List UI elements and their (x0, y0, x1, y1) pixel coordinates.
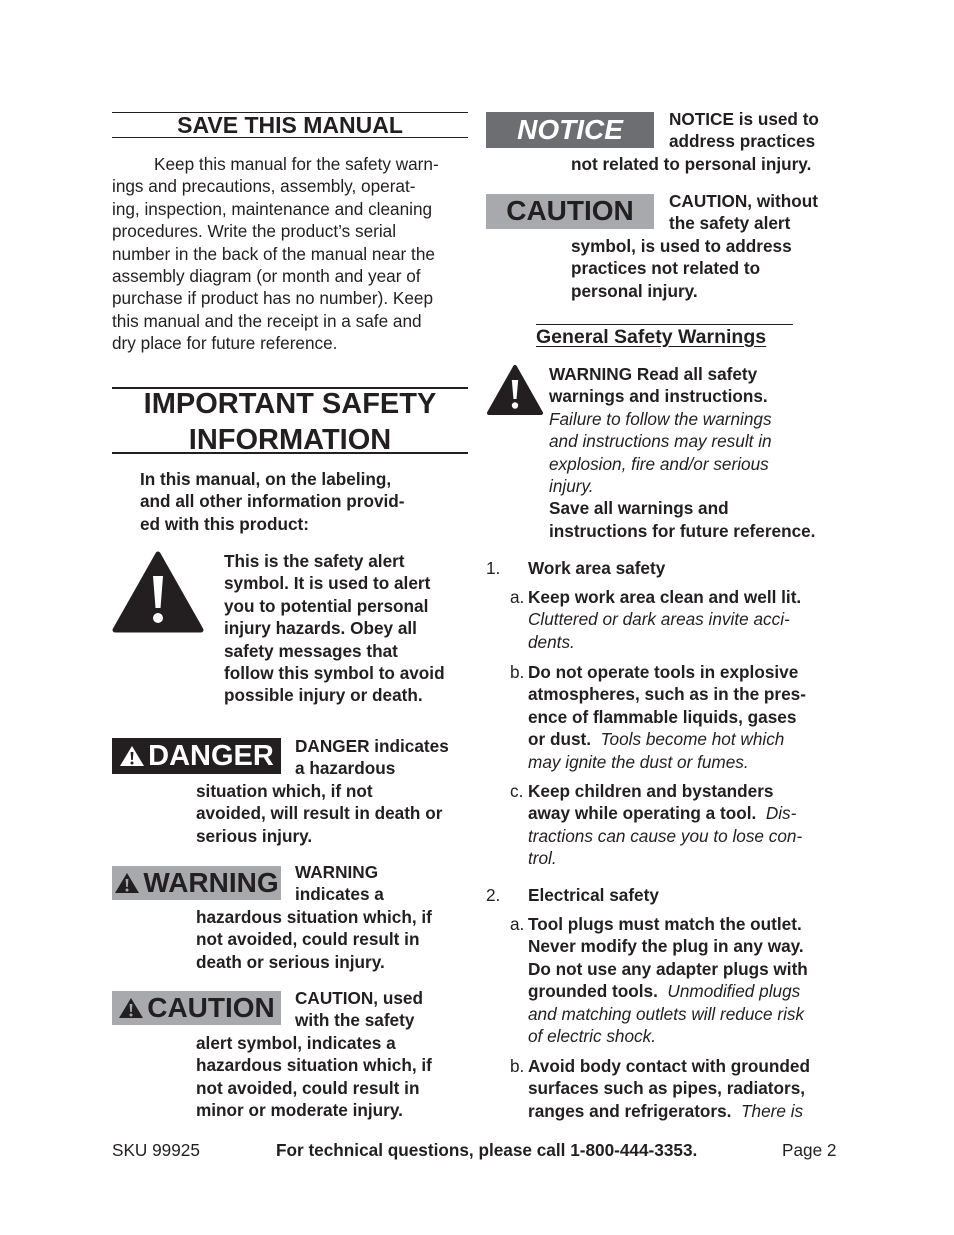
caution-plain-line: the safety alert (669, 213, 791, 234)
item-line (528, 802, 848, 824)
safety-title (112, 386, 468, 458)
general-warning-line: Failure to follow the warnings (549, 408, 772, 429)
item-line: of electric shock. (528, 1026, 656, 1047)
footer-page-number: Page 2 (782, 1140, 837, 1160)
item-bold: ranges and refrigerators. (528, 1100, 732, 1121)
caution-line: not avoided, could result in (196, 1077, 420, 1098)
list-letter: a. (510, 587, 525, 607)
body-line: number in the back of the manual near the (112, 243, 435, 264)
caution-alert-badge-label: CAUTION (147, 991, 275, 1023)
safety-title-line: IMPORTANT SAFETY (143, 388, 437, 420)
body-line: assembly diagram (or month and year of (112, 266, 421, 287)
list-number: 2. (486, 885, 501, 905)
warning-triangle-icon (118, 996, 144, 1020)
intro-line: In this manual, on the labeling, (140, 469, 392, 489)
item-line: ence of flammable liquids, gases (528, 706, 797, 727)
list-heading: Work area safety (528, 558, 666, 578)
alert-line: you to potential personal (224, 595, 429, 616)
list-item (528, 586, 848, 653)
item-line: Cluttered or dark areas invite acci- (528, 609, 790, 630)
caution-line: CAUTION, used (295, 988, 423, 1008)
general-warning-line: instructions for future reference. (549, 520, 816, 541)
intro-line: ed with this product: (140, 513, 309, 534)
item-line: may ignite the dust or fumes. (528, 751, 749, 772)
caution-alert-text-head (295, 987, 423, 1032)
notice-text-head (669, 108, 819, 153)
list-item (528, 1055, 848, 1122)
body-line: this manual and the receipt in a safe and (112, 310, 422, 331)
caution-line: hazardous situation which, if (196, 1055, 432, 1076)
warning-triangle-icon (119, 744, 145, 768)
item-line (528, 980, 848, 1002)
danger-badge-label: DANGER (148, 739, 274, 772)
list-item (528, 661, 848, 773)
notice-badge-label: NOTICE (517, 113, 623, 145)
safety-alert-icon (486, 364, 544, 416)
danger-text-body (196, 780, 442, 847)
warning-badge (112, 866, 281, 900)
body-line: Keep this manual for the safety warn- (154, 154, 439, 174)
body-line: procedures. Write the product’s serial (112, 221, 397, 242)
item-line: Avoid body contact with grounded (528, 1056, 810, 1076)
item-italic: There is (741, 1100, 804, 1121)
general-warning-line: warnings and instructions. (549, 386, 768, 407)
warning-triangle-icon (114, 871, 140, 895)
caution-plain-line: CAUTION, without (669, 191, 818, 211)
list-number: 1. (486, 558, 501, 578)
item-line: Keep children and bystanders (528, 781, 774, 801)
footer-sku: SKU 99925 (112, 1140, 200, 1160)
warning-badge-label: WARNING (143, 866, 279, 898)
safety-alert-icon (112, 550, 204, 634)
item-line: and matching outlets will reduce risk (528, 1003, 805, 1024)
item-line: dents. (528, 631, 575, 652)
intro-line: and all other information provid- (140, 491, 405, 512)
item-line: Tool plugs must match the outlet. (528, 914, 802, 934)
safety-alert-text (224, 550, 445, 707)
warning-text-head (295, 861, 384, 906)
body-line: ings and precautions, assembly, operat- (112, 176, 416, 197)
caution-plain-text-head (669, 190, 818, 235)
danger-line: a hazardous (295, 758, 396, 779)
alert-line: symbol. It is used to alert (224, 573, 431, 594)
caution-line: with the safety (295, 1010, 415, 1031)
caution-plain-line: personal injury. (571, 280, 698, 301)
list-letter: b. (510, 662, 525, 682)
warning-line: not avoided, could result in (196, 929, 420, 950)
danger-line: avoided, will result in death or (196, 803, 443, 824)
item-bold: grounded tools. (528, 981, 658, 1002)
item-line (528, 728, 848, 750)
caution-plain-line: symbol, is used to address (571, 236, 792, 256)
item-italic: Unmodified plugs (667, 981, 801, 1002)
notice-line: address practices (669, 131, 816, 152)
alert-line: possible injury or death. (224, 685, 423, 706)
item-line: Do not use any adapter plugs with (528, 958, 808, 979)
notice-badge (486, 112, 654, 148)
item-line: tractions can cause you to lose con- (528, 825, 803, 846)
body-line: ing, inspection, maintenance and cleaning (112, 198, 433, 219)
list-letter: a. (510, 914, 525, 934)
general-title: General Safety Warnings (536, 326, 767, 348)
warning-line: WARNING (295, 862, 379, 882)
caution-plain-badge (486, 194, 654, 229)
item-line: surfaces such as pipes, radiators, (528, 1078, 806, 1099)
danger-line: situation which, if not (196, 781, 373, 801)
footer-tech-support: For technical questions, please call 1-800-444-3353. (276, 1140, 698, 1160)
bottom-rule (112, 452, 468, 454)
alert-line: safety messages that (224, 640, 398, 661)
list-item (528, 913, 848, 1047)
general-warning-line: Save all warnings and (549, 498, 729, 519)
item-line: atmospheres, such as in the pres- (528, 684, 806, 705)
save-manual-title: SAVE THIS MANUAL (177, 112, 403, 138)
danger-text-head (295, 735, 449, 780)
body-line: dry place for future reference. (112, 333, 338, 354)
item-line: Keep work area clean and well lit. (528, 587, 802, 607)
list-letter: c. (510, 781, 524, 801)
general-warning-line: injury. (549, 476, 594, 497)
body-line: purchase if product has no number). Keep (112, 288, 434, 309)
danger-badge (112, 738, 281, 774)
alert-line: injury hazards. Obey all (224, 618, 417, 639)
caution-alert-text-body (196, 1032, 432, 1122)
safety-title-line: INFORMATION (188, 424, 392, 456)
safety-intro (140, 468, 405, 535)
item-line: Never modify the plug in any way. (528, 936, 804, 957)
warning-line: death or serious injury. (196, 951, 385, 972)
alert-line: This is the safety alert (224, 551, 405, 571)
item-line: trol. (528, 848, 557, 869)
bottom-rule (112, 137, 468, 138)
general-warning-line: explosion, fire and/or serious (549, 453, 769, 474)
general-warning-block (549, 363, 815, 542)
warning-line: indicates a (295, 884, 384, 905)
alert-line: follow this symbol to avoid (224, 663, 445, 684)
item-bold: or dust. (528, 729, 592, 750)
notice-line: not related to personal injury. (571, 154, 812, 174)
item-italic: Tools become hot which (600, 729, 785, 750)
item-line: Do not operate tools in explosive (528, 662, 799, 682)
item-line (528, 1100, 848, 1122)
general-warning-line: and instructions may result in (549, 431, 772, 452)
caution-plain-badge-label: CAUTION (506, 195, 634, 227)
notice-line: NOTICE is used to (669, 109, 819, 129)
danger-line: serious injury. (196, 825, 313, 846)
caution-plain-line: practices not related to (571, 258, 761, 279)
caution-plain-text-body (571, 235, 792, 302)
item-bold: away while operating a tool. (528, 803, 757, 824)
list-heading: Electrical safety (528, 885, 659, 905)
general-warning-line: WARNING Read all safety (549, 364, 758, 384)
warning-line: hazardous situation which, if (196, 907, 432, 927)
caution-line: alert symbol, indicates a (196, 1033, 396, 1053)
notice-text-body (571, 153, 811, 175)
list-item (528, 780, 848, 870)
caution-alert-badge (112, 991, 281, 1025)
save-manual-body (112, 153, 472, 355)
caution-line: minor or moderate injury. (196, 1100, 403, 1121)
danger-line: DANGER indicates (295, 736, 449, 756)
list-letter: b. (510, 1056, 525, 1076)
item-italic: Dis- (765, 803, 797, 824)
warning-text-body (196, 906, 432, 973)
